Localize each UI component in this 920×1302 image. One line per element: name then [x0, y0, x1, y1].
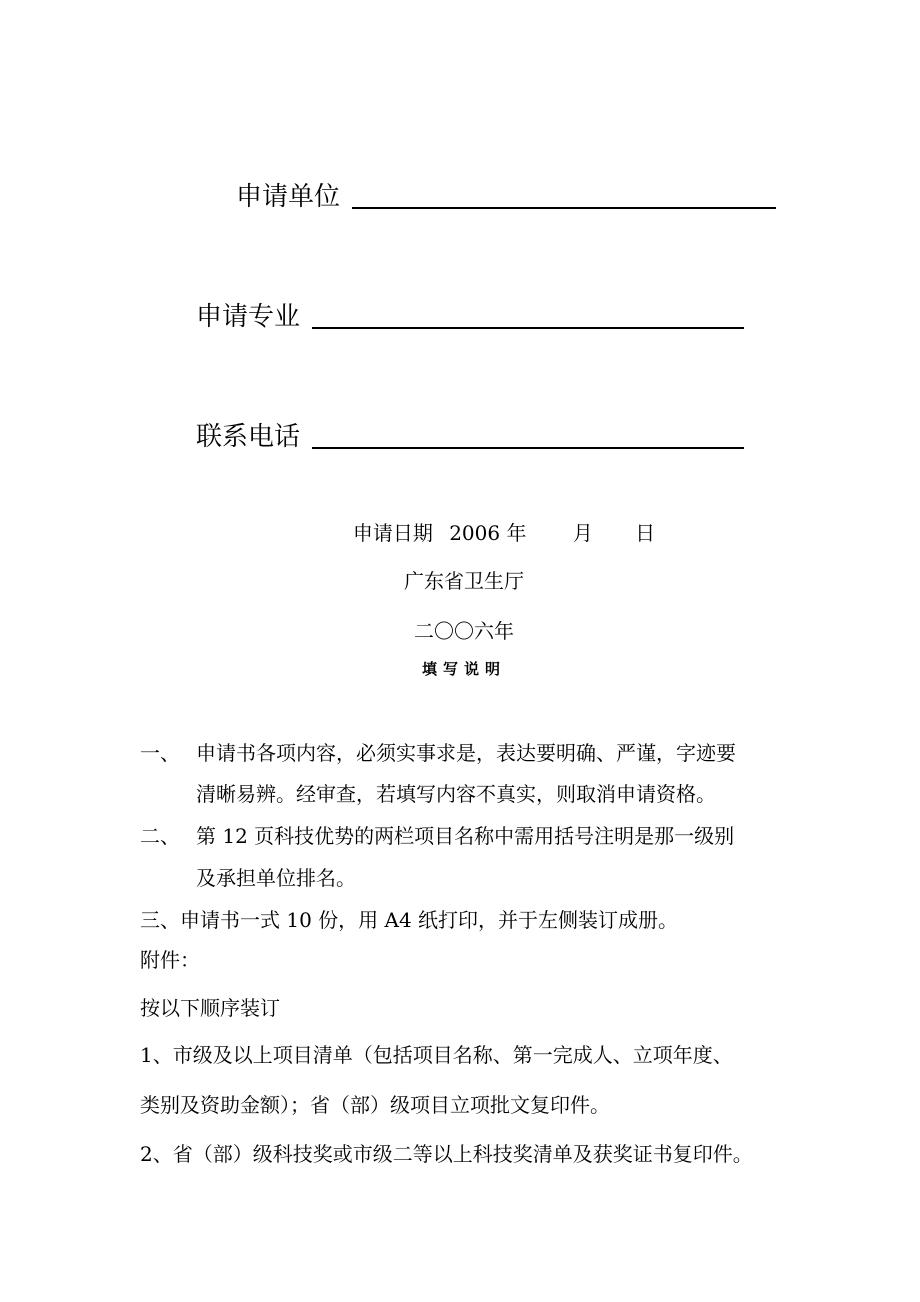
contact-phone-field	[196, 422, 744, 452]
instruction-2-number: 二、	[140, 824, 180, 848]
attachment-1-line-1: 1、市级及以上项目清单（包括项目名称、第一完成人、立项年度、	[140, 1043, 733, 1067]
instruction-1-number: 一、	[140, 741, 180, 765]
issue-year: 二〇〇六年	[414, 619, 514, 643]
applicant-unit-label: 申请单位	[236, 182, 341, 212]
applicant-major-field	[196, 302, 744, 332]
applicant-major-blank-line[interactable]	[312, 327, 744, 329]
issuing-authority: 广东省卫生厅	[404, 569, 524, 593]
instruction-1-line-2: 清晰易辨。经审查，若填写内容不真实，则取消申请资格。	[196, 782, 716, 806]
instruction-1-line-1: 申请书各项内容，必须实事求是，表达要明确、严谨，字迹要	[196, 741, 736, 765]
contact-phone-blank-line[interactable]	[312, 447, 744, 449]
date-year: 2006 年	[449, 521, 527, 545]
instruction-2-line-2: 及承担单位排名。	[196, 866, 356, 890]
instruction-3: 三、申请书一式 10 份，用 A4 纸打印，并于左侧装订成册。	[140, 908, 679, 932]
attachments-label: 附件：	[140, 948, 200, 972]
instructions-title: 填写说明	[421, 660, 506, 678]
date-month: 月	[572, 521, 593, 545]
contact-phone-label: 联系电话	[196, 422, 301, 452]
applicant-major-label: 申请专业	[196, 302, 301, 332]
applicant-unit-blank-line[interactable]	[352, 207, 776, 209]
instruction-2-line-1: 第 12 页科技优势的两栏项目名称中需用括号注明是那一级别	[196, 824, 735, 848]
application-date-line	[44, 520, 920, 546]
attachment-2: 2、省（部）级科技奖或市级二等以上科技奖清单及获奖证书复印件。	[140, 1142, 753, 1166]
applicant-unit-field	[236, 182, 776, 212]
date-label: 申请日期	[352, 521, 433, 545]
attachment-1-line-2: 类别及资助金额）；省（部）级项目立项批文复印件。	[140, 1093, 610, 1117]
date-day: 日	[635, 521, 656, 545]
binding-order-note: 按以下顺序装订	[140, 996, 280, 1020]
